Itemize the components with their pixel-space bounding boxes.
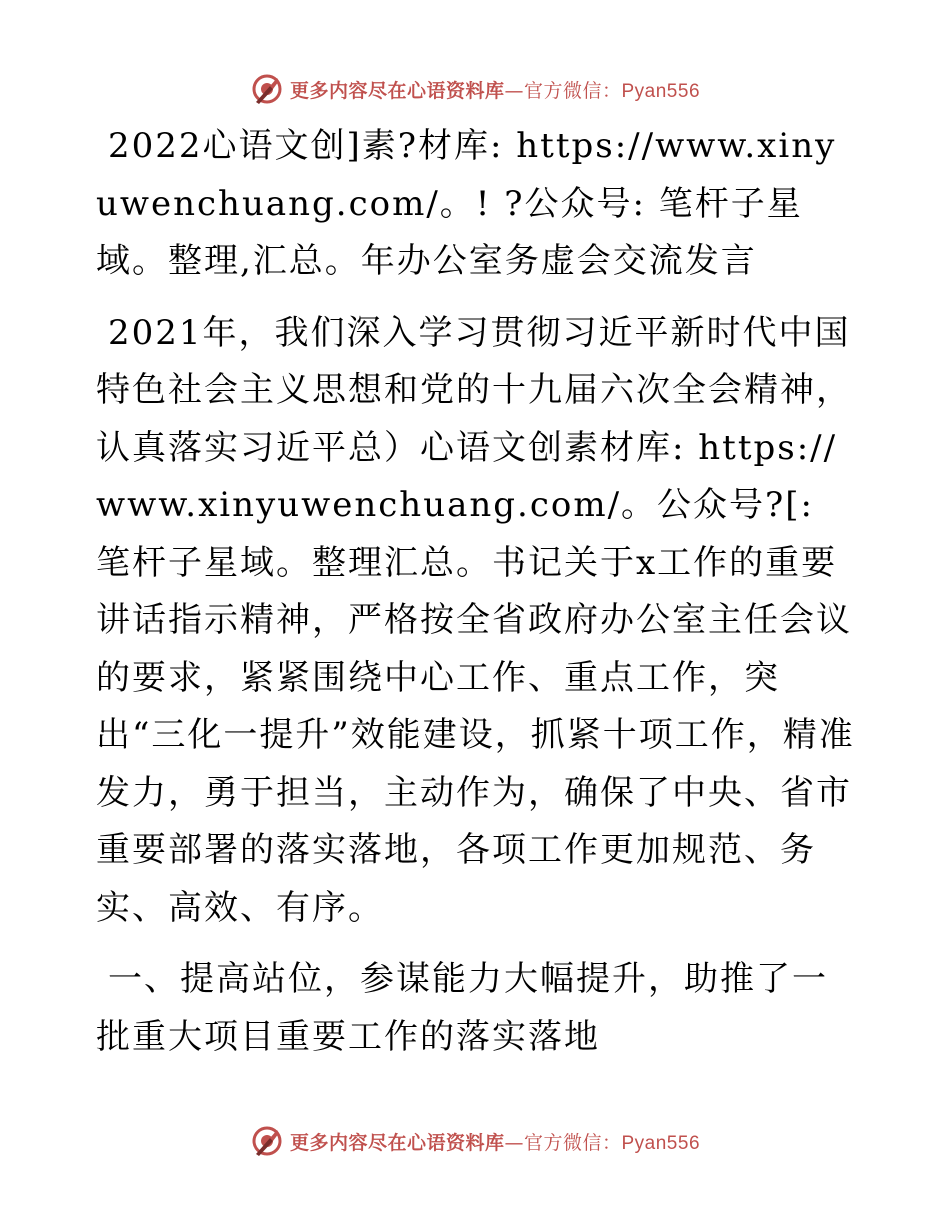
- paragraph-intro: 2022心语文创]素?材库: https://www.xinyuwenchuang.com/。! ?公众号: 笔杆子星域。整理,汇总。年办公室务虚会交流发言: [96, 126, 837, 281]
- pen-circle-logo-icon: [250, 1124, 284, 1158]
- watermark-text: [290, 1128, 700, 1155]
- watermark-separator: —: [504, 1131, 524, 1154]
- watermark-label: 官方微信：: [523, 1131, 622, 1154]
- paragraph-main: 2021年，我们深入学习贯彻习近平新时代中国特色社会主义思想和党的十九届六次全会精神，认真落实习近平总）心语文创素材库: https://www.xinyuwenchuang.com/。公众号?[: 笔杆子星域。整理汇总。书记关于x工作的重要讲话指示精神，严格按全省政府办公室主任会议的要求，紧紧围绕中心工作、重点工作，突出“三化一提升”效能建设，抓紧十项工作，精准发力，勇于担当，主动作为，确保了中央、省市重要部署的落实落地，各项工作更加规范、务实、高效、有序。: [96, 312, 855, 928]
- watermark-separator: —: [504, 79, 524, 102]
- watermark-wechat-id: Pyan556: [621, 1132, 701, 1154]
- watermark-label: 官方微信：: [523, 79, 622, 102]
- pen-circle-logo-icon: [250, 72, 284, 106]
- watermark-brand: 更多内容尽在心语资料库: [289, 79, 505, 102]
- watermark-wechat-id: Pyan556: [621, 80, 701, 102]
- section-heading: 一、提高站位，参谋能力大幅提升，助推了一批重大项目重要工作的落实落地: [96, 959, 828, 1057]
- footer-watermark: [0, 1124, 950, 1158]
- document-body: [96, 118, 856, 1080]
- watermark-brand: 更多内容尽在心语资料库: [289, 1131, 505, 1154]
- header-watermark: [0, 72, 950, 106]
- watermark-text: [290, 76, 700, 103]
